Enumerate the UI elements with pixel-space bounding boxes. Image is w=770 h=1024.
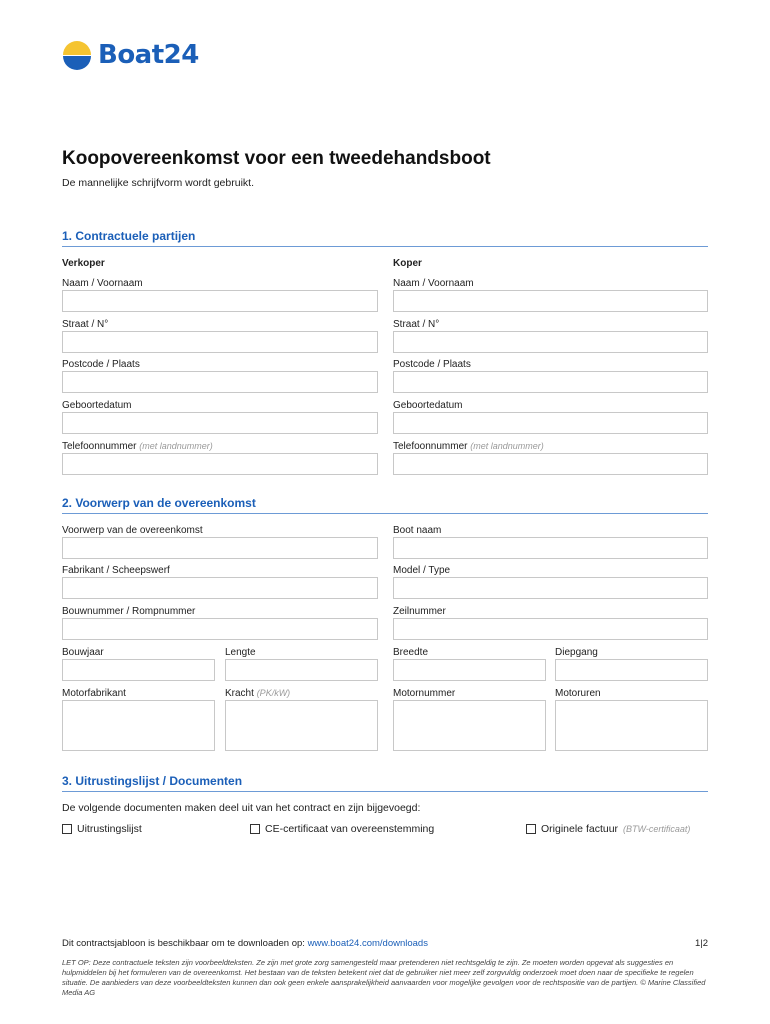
checkbox-original-invoice-hint: (BTW-certificaat) xyxy=(623,824,691,834)
section-divider xyxy=(62,246,708,247)
buyer-street-field[interactable] xyxy=(393,331,708,353)
build-number-label: Bouwnummer / Rompnummer xyxy=(62,606,196,617)
engine-hours-field[interactable] xyxy=(555,700,708,751)
section-title-object: 2. Voorwerp van de overeenkomst xyxy=(62,496,256,510)
checkbox-equipment-list-label: Uitrustingslijst xyxy=(77,823,142,835)
width-label: Breedte xyxy=(393,647,429,658)
buyer-phone-label xyxy=(393,441,544,452)
model-label: Model / Type xyxy=(393,565,451,576)
seller-birthdate-field[interactable] xyxy=(62,412,378,434)
seller-phone-hint: (met landnummer) xyxy=(139,441,213,451)
download-link[interactable]: www.boat24.com/downloads xyxy=(307,938,428,949)
document-title: Koopovereenkomst voor een tweedehandsboot xyxy=(62,148,491,169)
footer-download-text: Dit contractsjabloon is beschikbaar om te downloaden op: xyxy=(62,938,305,949)
buyer-name-field[interactable] xyxy=(393,290,708,312)
document-subtitle: De mannelijke schrijfvorm wordt gebruikt. xyxy=(62,177,254,189)
disclaimer: LET OP: Deze contractuele teksten zijn voorbeeldteksten. Ze zijn met grote zorg samengesteld maar pretenderen niet rechtsgeldig te zijn. Ze moeten worden opgevat als suggesties en hulpmiddelen bij het formuleren van de overeenkomst. Het bestaan van de teksten betekent niet dat de gebruiker niet meer zelf zorgvuldig onderzoek moet doen naar de specifieke te regelen situatie. De aanbieders van deze voorbeeldteksten kunnen dan ook geen enkele aansprakelijkheid aanvaarden voor mogelijke gevolgen voor de rechtspositie van de partijen. © Marine Classified Media AG xyxy=(62,958,706,998)
buyer-name-label: Naam / Voornaam xyxy=(393,278,474,289)
section-divider xyxy=(62,513,708,514)
seller-street-field[interactable] xyxy=(62,331,378,353)
length-label: Lengte xyxy=(225,647,256,658)
checkbox-original-invoice-label: Originele factuur xyxy=(541,823,619,835)
object-label: Voorwerp van de overeenkomst xyxy=(62,525,203,536)
seller-heading: Verkoper xyxy=(62,258,105,269)
buyer-postcode-field[interactable] xyxy=(393,371,708,393)
build-number-field[interactable] xyxy=(62,618,378,640)
seller-name-field[interactable] xyxy=(62,290,378,312)
draught-field[interactable] xyxy=(555,659,708,681)
engine-maker-label: Motorfabrikant xyxy=(62,688,126,699)
seller-postcode-label: Postcode / Plaats xyxy=(62,359,140,370)
manufacturer-field[interactable] xyxy=(62,577,378,599)
seller-phone-field[interactable] xyxy=(62,453,378,475)
checkbox-icon[interactable] xyxy=(250,824,260,834)
documents-intro: De volgende documenten maken deel uit van het contract en zijn bijgevoegd: xyxy=(62,802,421,814)
buyer-street-label: Straat / N° xyxy=(393,319,440,330)
manufacturer-label: Fabrikant / Scheepswerf xyxy=(62,565,170,576)
brand-name: Boat24 xyxy=(98,40,199,70)
section-title-documents: 3. Uitrustingslijst / Documenten xyxy=(62,774,243,788)
engine-number-field[interactable] xyxy=(393,700,546,751)
year-field[interactable] xyxy=(62,659,215,681)
boat-name-label: Boot naam xyxy=(393,525,442,536)
checkbox-icon[interactable] xyxy=(526,824,536,834)
engine-maker-field[interactable] xyxy=(62,700,215,751)
power-label xyxy=(225,688,290,699)
buyer-phone-label-text: Telefoonnummer xyxy=(393,441,468,452)
sail-number-label: Zeilnummer xyxy=(393,606,446,617)
seller-postcode-field[interactable] xyxy=(62,371,378,393)
seller-phone-label xyxy=(62,441,213,452)
section-divider xyxy=(62,791,708,792)
footer-download xyxy=(62,938,428,949)
seller-birthdate-label: Geboortedatum xyxy=(62,400,132,411)
checkbox-icon[interactable] xyxy=(62,824,72,834)
power-hint: (PK/kW) xyxy=(256,688,291,698)
object-field[interactable] xyxy=(62,537,378,559)
power-field[interactable] xyxy=(225,700,378,751)
section-title-parties: 1. Contractuele partijen xyxy=(62,229,196,243)
buyer-postcode-label: Postcode / Plaats xyxy=(393,359,471,370)
brand-logo xyxy=(62,40,199,70)
length-field[interactable] xyxy=(225,659,378,681)
boat24-logo-icon xyxy=(62,40,92,70)
sail-number-field[interactable] xyxy=(393,618,708,640)
engine-number-label: Motornummer xyxy=(393,688,456,699)
width-field[interactable] xyxy=(393,659,546,681)
page-number: 1|2 xyxy=(694,938,708,949)
buyer-phone-field[interactable] xyxy=(393,453,708,475)
checkbox-equipment-list[interactable] xyxy=(62,823,142,835)
seller-name-label: Naam / Voornaam xyxy=(62,278,143,289)
checkbox-original-invoice[interactable] xyxy=(526,823,690,835)
power-label-text: Kracht xyxy=(225,688,254,699)
model-field[interactable] xyxy=(393,577,708,599)
buyer-phone-hint: (met landnummer) xyxy=(470,441,544,451)
buyer-birthdate-label: Geboortedatum xyxy=(393,400,463,411)
checkbox-ce-certificate-label: CE-certificaat van overeenstemming xyxy=(265,823,435,835)
buyer-heading: Koper xyxy=(393,258,422,269)
seller-phone-label-text: Telefoonnummer xyxy=(62,441,137,452)
engine-hours-label: Motoruren xyxy=(555,688,601,699)
draught-label: Diepgang xyxy=(555,647,598,658)
year-label: Bouwjaar xyxy=(62,647,104,658)
seller-street-label: Straat / N° xyxy=(62,319,109,330)
buyer-birthdate-field[interactable] xyxy=(393,412,708,434)
checkbox-ce-certificate[interactable] xyxy=(250,823,434,835)
boat-name-field[interactable] xyxy=(393,537,708,559)
